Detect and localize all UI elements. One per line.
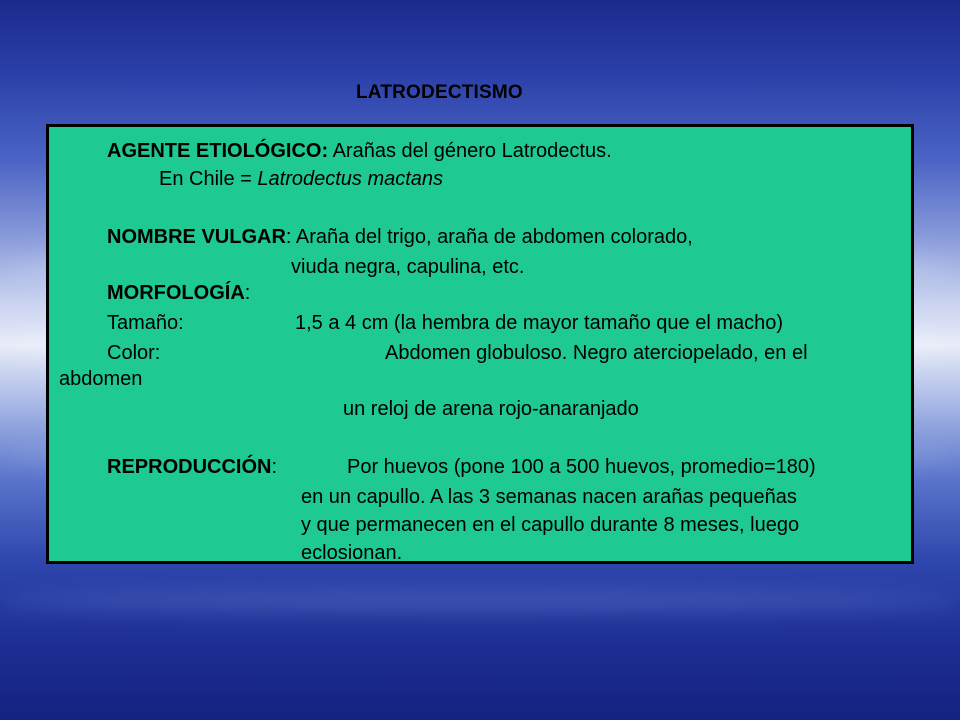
morfologia-line xyxy=(107,281,250,305)
color-cont: un reloj de arena rojo-anaranjado xyxy=(343,398,639,420)
nombre-text: : Araña del trigo, araña de abdomen colorado, xyxy=(285,226,693,248)
reproduccion-line1: Por huevos (pone 100 a 500 huevos, promedio=180) xyxy=(347,456,816,478)
chile-species: Latrodectus mactans xyxy=(257,168,444,190)
color-value: Abdomen globuloso. Negro aterciopelado, en el xyxy=(385,342,808,364)
reproduccion-line2: en un capullo. A las 3 semanas nacen arañas pequeñas xyxy=(301,486,797,508)
background-streak xyxy=(0,590,960,612)
morfologia-label: MORFOLOGÍA xyxy=(107,282,245,304)
nombre-cont: viuda negra, capulina, etc. xyxy=(291,256,525,278)
slide-title: LATRODECTISMO xyxy=(356,82,523,103)
reproduccion-line3: y que permanecen en el capullo durante 8 meses, luego xyxy=(301,514,800,536)
tamano-label: Tamaño: xyxy=(107,312,184,334)
reproduccion-line xyxy=(107,455,277,479)
morfologia-colon: : xyxy=(244,282,251,304)
agente-line xyxy=(107,139,612,163)
reproduccion-colon: : xyxy=(271,456,278,478)
chile-line xyxy=(159,167,443,191)
tamano-value: 1,5 a 4 cm (la hembra de mayor tamaño que el macho) xyxy=(295,312,784,334)
agente-text: Arañas del género Latrodectus. xyxy=(328,140,612,162)
color-wrap: abdomen xyxy=(59,368,143,390)
color-label: Color: xyxy=(107,342,161,364)
chile-prefix: En Chile = xyxy=(159,168,258,190)
nombre-label: NOMBRE VULGAR xyxy=(107,226,286,248)
nombre-line xyxy=(107,225,693,249)
reproduccion-line4: eclosionan. xyxy=(301,542,403,564)
reproduccion-label: REPRODUCCIÓN xyxy=(107,456,272,478)
agente-label: AGENTE ETIOLÓGICO: xyxy=(107,140,329,162)
content-panel xyxy=(46,124,914,564)
